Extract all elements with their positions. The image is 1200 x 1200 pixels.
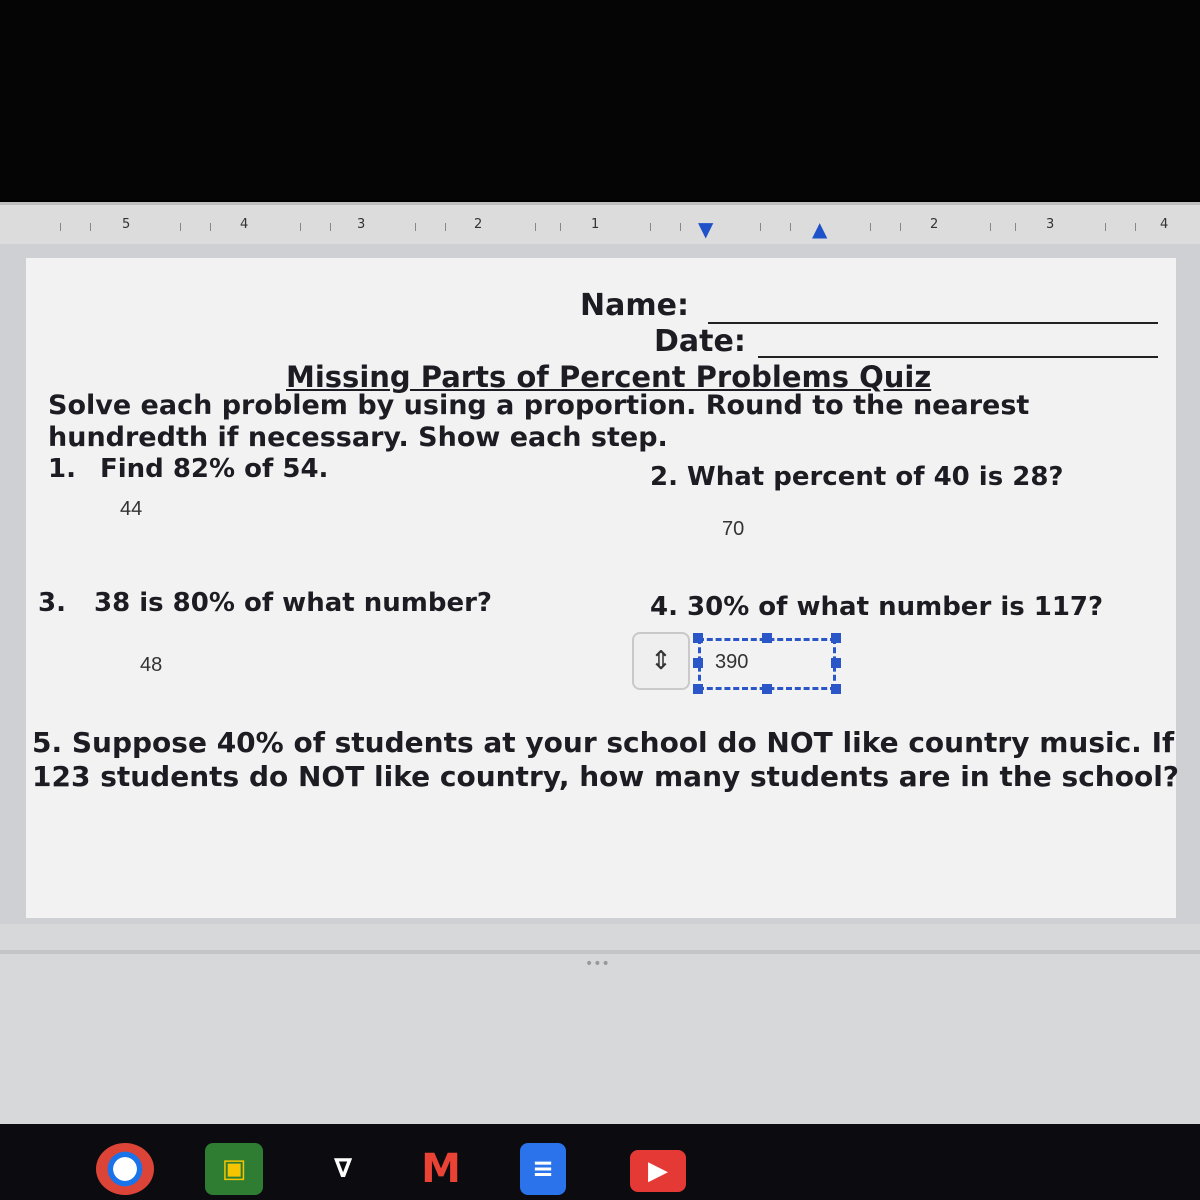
instructions-line-2: hundredth if necessary. Show each step. — [48, 422, 668, 453]
question-1-number: 1. — [48, 454, 76, 484]
ruler-label: 2 — [474, 217, 483, 232]
first-line-indent-icon[interactable]: ▼ — [698, 217, 714, 241]
answer-3[interactable]: 48 — [140, 654, 163, 676]
instructions-line-1: Solve each problem by using a proportion. Round to the nearest — [48, 390, 1030, 421]
selection-handle[interactable] — [762, 633, 772, 643]
question-5-line-1: 5. Suppose 40% of students at your school do NOT like country music. If — [32, 726, 1175, 759]
question-3-text: 38 is 80% of what number? — [94, 588, 492, 618]
question-2-text: 2. What percent of 40 is 28? — [650, 462, 1064, 492]
ruler-label: 5 — [122, 217, 131, 232]
name-line — [708, 322, 1158, 324]
selected-text-box[interactable] — [698, 638, 836, 690]
ruler-label: 1 — [591, 217, 600, 232]
quiz-title: Missing Parts of Percent Problems Quiz — [286, 360, 932, 394]
classroom-icon[interactable]: ▣ — [205, 1143, 263, 1195]
resize-handle-icon[interactable]: ⇕ — [632, 632, 690, 690]
ruler-label: 2 — [930, 217, 939, 232]
date-line — [758, 356, 1158, 358]
question-4-text: 4. 30% of what number is 117? — [650, 592, 1104, 622]
wifi-icon[interactable]: ∇ — [333, 1154, 353, 1184]
ruler-label: 4 — [1160, 217, 1169, 232]
question-5-line-2: 123 students do NOT like country, how many students are in the school? — [32, 760, 1180, 793]
selection-handle[interactable] — [762, 684, 772, 694]
selection-handle[interactable] — [693, 658, 703, 668]
ruler-label: 4 — [240, 217, 249, 232]
document-page[interactable] — [26, 258, 1180, 918]
document-canvas-bottom — [0, 924, 1200, 1124]
ruler-label: 3 — [357, 217, 366, 232]
right-indent-icon[interactable]: ▲ — [812, 217, 828, 241]
docs-icon[interactable]: ≡ — [520, 1143, 566, 1195]
selection-handle[interactable] — [831, 684, 841, 694]
selection-handle[interactable] — [831, 633, 841, 643]
name-label: Name: — [580, 288, 689, 323]
selection-handle[interactable] — [693, 633, 703, 643]
answer-1[interactable]: 44 — [120, 498, 143, 520]
page-break-dots-icon: ••• — [585, 956, 610, 972]
youtube-icon[interactable]: ▶ — [630, 1150, 686, 1192]
horizontal-ruler[interactable] — [0, 202, 1200, 247]
chrome-icon[interactable] — [96, 1143, 154, 1195]
gmail-icon[interactable]: M — [421, 1146, 461, 1192]
selection-handle[interactable] — [831, 658, 841, 668]
question-1-text: Find 82% of 54. — [100, 454, 329, 484]
screen-bezel-top — [0, 0, 1200, 200]
selection-handle[interactable] — [693, 684, 703, 694]
ruler-label: 3 — [1046, 217, 1055, 232]
taskbar — [0, 1124, 1200, 1200]
date-label: Date: — [654, 324, 746, 359]
page-break — [0, 950, 1200, 954]
question-3-number: 3. — [38, 588, 66, 618]
answer-4[interactable]: 390 — [715, 651, 749, 673]
answer-2[interactable]: 70 — [722, 518, 745, 540]
